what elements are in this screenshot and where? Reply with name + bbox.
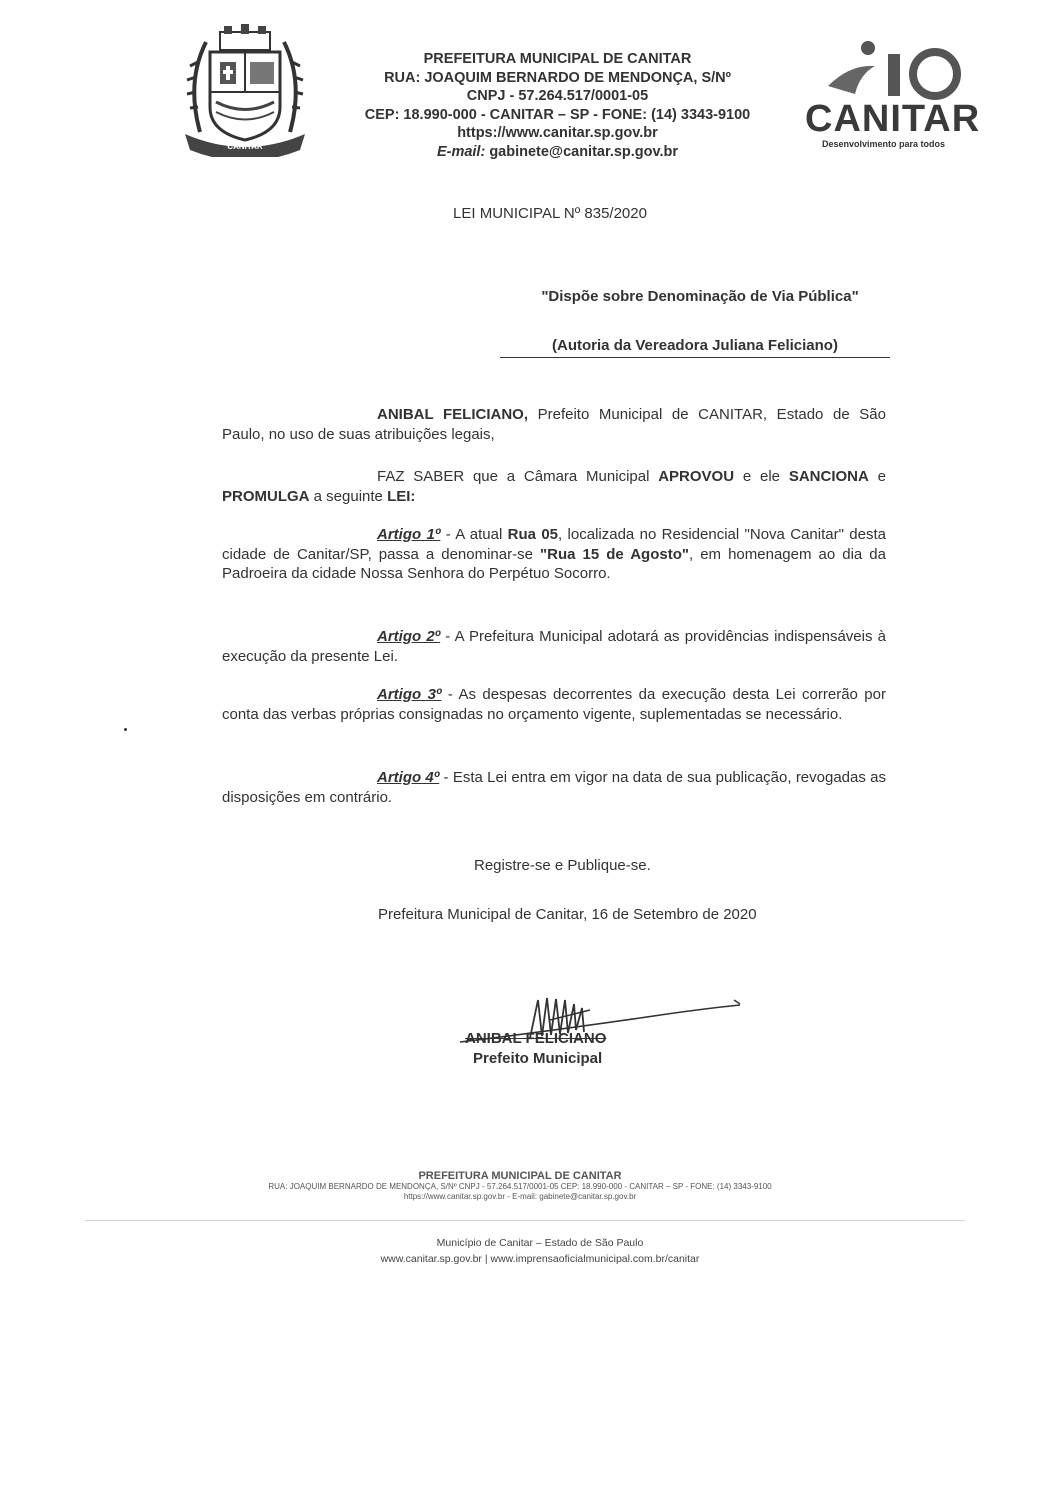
email-value: gabinete@canitar.sp.gov.br	[489, 143, 679, 160]
text: - Esta Lei entra em vigor na data de sua publicação, revogadas as disposições em contrário.	[222, 769, 886, 806]
law-summary: "Dispõe sobre Denominação de Via Pública"	[541, 288, 859, 305]
article-3-label: Artigo 3º	[377, 686, 442, 703]
footer-title: PREFEITURA MUNICIPAL DE CANITAR	[418, 1170, 622, 1182]
enactment-paragraph	[222, 467, 886, 506]
article-4-label: Artigo 4º	[377, 769, 440, 786]
preamble-text: Prefeito Municipal de CANITAR, Estado de São Paulo, no uso de suas atribuições legais,	[222, 406, 886, 443]
scan-speck	[124, 728, 127, 731]
text-bold: APROVOU	[658, 468, 735, 485]
text: , em homenagem ao dia da Padroeira da cidade Nossa Senhora do Perpétuo Socorro.	[222, 545, 886, 582]
text-bold: "Rua 15 de Agosto"	[540, 545, 689, 563]
law-authorship: (Autoria da Vereadora Juliana Feliciano)	[500, 337, 890, 358]
signer-role: Prefeito Municipal	[473, 1050, 603, 1067]
text: - As despesas decorrentes da execução desta Lei correrão por conta das verbas próprias consignadas no orçamento vigente, suplementadas se necessário.	[222, 686, 886, 723]
register-publish-line: Registre-se e Publique-se.	[474, 857, 651, 874]
text: a seguinte	[309, 487, 388, 505]
mayor-name: ANIBAL FELICIANO,	[377, 406, 528, 423]
article-1	[222, 525, 886, 584]
websites-line: www.canitar.sp.gov.br | www.imprensaoficialmunicipal.com.br/canitar	[380, 1253, 700, 1265]
article-1-label: Artigo 1º	[377, 526, 441, 543]
footer-address: RUA: JOAQUIM BERNARDO DE MENDONÇA, S/Nº CNPJ - 57.264.517/0001-05 CEP: 18.990-000 - CANITAR – SP - FONE: (14) 3343-9100	[268, 1182, 772, 1191]
crest-ribbon-label: CANITAR	[227, 142, 263, 151]
text: - A atual	[440, 526, 508, 543]
logo-tagline: Desenvolvimento para todos	[822, 139, 946, 149]
text-bold: LEI:	[387, 487, 416, 505]
letterhead-line: RUA: JOAQUIM BERNARDO DE MENDONÇA, S/Nº	[384, 69, 731, 86]
text: e	[868, 468, 886, 485]
signer-name: ANIBAL FELICIANO	[465, 1030, 607, 1047]
letterhead	[330, 50, 785, 161]
municipal-crest-emblem	[180, 22, 310, 157]
preamble-paragraph	[222, 405, 886, 444]
text-bold: SANCIONA	[788, 468, 869, 485]
law-title: LEI MUNICIPAL Nº 835/2020	[453, 205, 647, 222]
text: FAZ SABER que a Câmara Municipal	[377, 468, 659, 485]
municipality-line: Município de Canitar – Estado de São Paulo	[436, 1237, 644, 1249]
letterhead-line: https://www.canitar.sp.gov.br	[457, 125, 658, 141]
letterhead-footer	[210, 1170, 830, 1202]
letterhead-email	[330, 143, 785, 162]
letterhead-line: CNPJ - 57.264.517/0001-05	[466, 88, 649, 104]
article-2-label: Artigo 2º	[377, 628, 441, 645]
text: , localizada no Residencial "Nova Canitar" desta cidade de Canitar/SP, passa a denominar-se	[222, 526, 886, 563]
canitar-logo	[800, 36, 990, 156]
article-2	[222, 627, 886, 666]
email-label: E-mail:	[436, 143, 486, 160]
letterhead-line: PREFEITURA MUNICIPAL DE CANITAR	[423, 51, 692, 67]
logo-figure-icon	[800, 36, 990, 106]
article-4	[222, 768, 886, 807]
letterhead-line: CEP: 18.990-000 - CANITAR – SP - FONE: (14) 3343-9100	[364, 106, 751, 123]
footer-contacts: https://www.canitar.sp.gov.br - E-mail: gabinete@canitar.sp.gov.br	[403, 1192, 637, 1201]
text: e ele	[734, 468, 789, 485]
article-3	[222, 685, 886, 724]
publication-footer	[280, 1235, 800, 1267]
text-bold: PROMULGA	[222, 487, 310, 505]
text-bold: Rua 05	[507, 526, 559, 543]
place-and-date: Prefeitura Municipal de Canitar, 16 de Setembro de 2020	[378, 906, 757, 923]
logo-wordmark: CANITAR	[805, 98, 981, 140]
text: - A Prefeitura Municipal adotará as providências indispensáveis à execução da presente Lei.	[222, 628, 886, 665]
divider	[85, 1220, 965, 1221]
